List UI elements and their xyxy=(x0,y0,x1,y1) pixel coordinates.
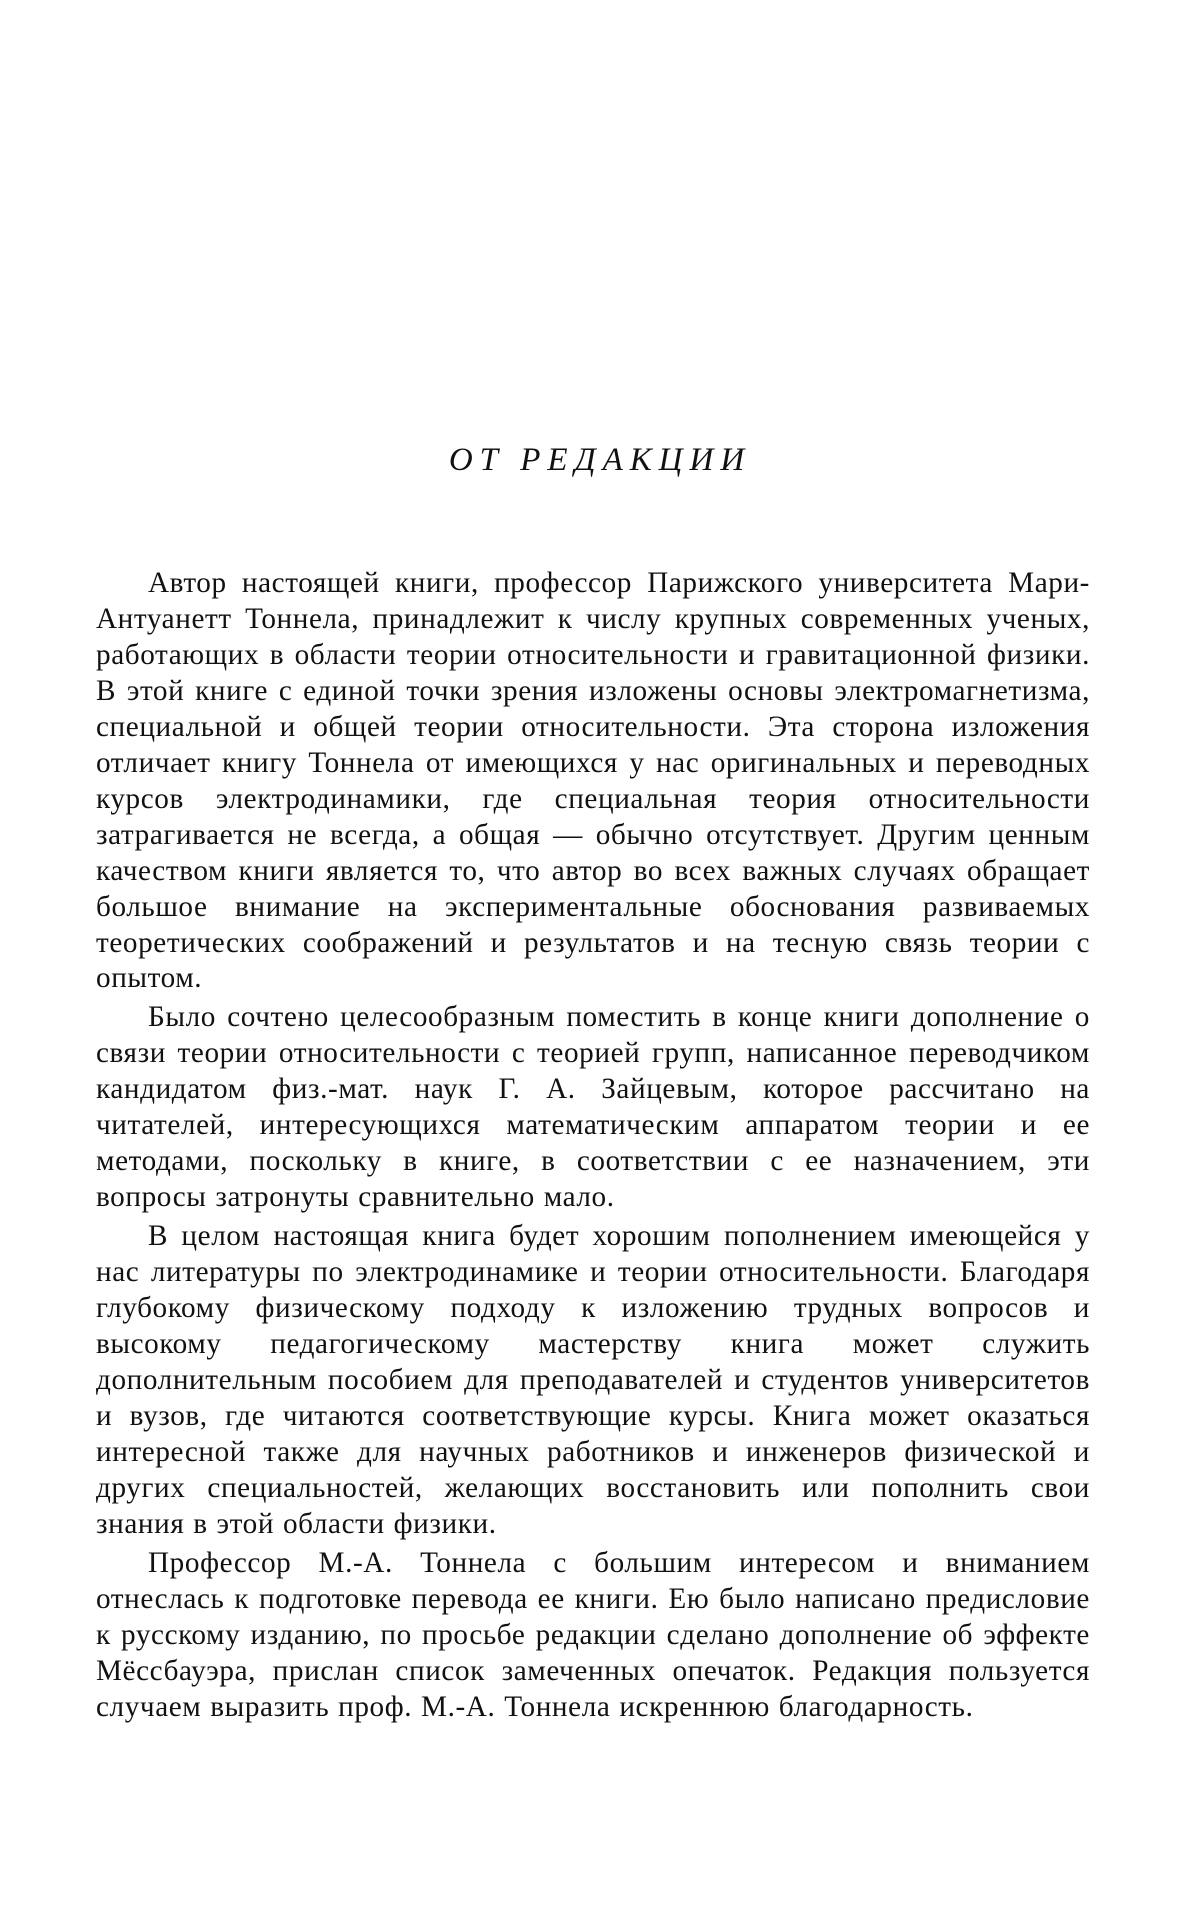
paragraph-3: В целом настоящая книга будет хорошим пополнением имеющейся у нас литературы по электродинамике и теории относительности. Благодаря глубокому физическому подходу к изложению трудных вопросов и высокому педагогическому мастерству книга может служить дополнительным пособием для преподавателей и студентов университетов и вузов, где читаются соответствующие курсы. Книга может оказаться интересной также для научных работников и инженеров физической и других специальностей, желающих восстановить или пополнить свои знания в этой области физики. xyxy=(96,1219,1090,1543)
paragraph-1: Автор настоящей книги, профессор Парижского университета Мари-Антуанетт Тоннела, принадлежит к числу крупных современных ученых, работающих в области теории относительности и гравитационной физики. В этой книге с единой точки зрения изложены основы электромагнетизма, специальной и общей теории относительности. Эта сторона изложения отличает книгу Тоннела от имеющихся у нас оригинальных и переводных курсов электродинамики, где специальная теория относительности затрагивается не всегда, а общая — обычно отсутствует. Другим ценным качеством книги является то, что автор во всех важных случаях обращает большое внимание на экспериментальные обоснования развиваемых теоретических соображений и результатов и на тесную связь теории с опытом. xyxy=(96,566,1090,997)
body-text xyxy=(96,566,1090,1726)
page-title: ОТ РЕДАКЦИИ xyxy=(0,438,1200,482)
paragraph-2: Было сочтено целесообразным поместить в конце книги дополнение о связи теории относительности с теорией групп, написанное переводчиком кандидатом физ.-мат. наук Г. А. Зайцевым, которое рассчитано на читателей, интересующихся математическим аппаратом теории и ее методами, поскольку в книге, в соответствии с ее назначением, эти вопросы затронуты сравнительно мало. xyxy=(96,1000,1090,1216)
paragraph-4: Профессор М.-А. Тоннела с большим интересом и вниманием отнеслась к подготовке перевода ее книги. Ею было написано предисловие к русскому изданию, по просьбе редакции сделано дополнение об эффекте Мёссбауэра, прислан список замеченных опечаток. Редакция пользуется случаем выразить проф. М.-А. Тоннела искреннюю благодарность. xyxy=(96,1546,1090,1726)
document-page xyxy=(0,0,1200,1907)
